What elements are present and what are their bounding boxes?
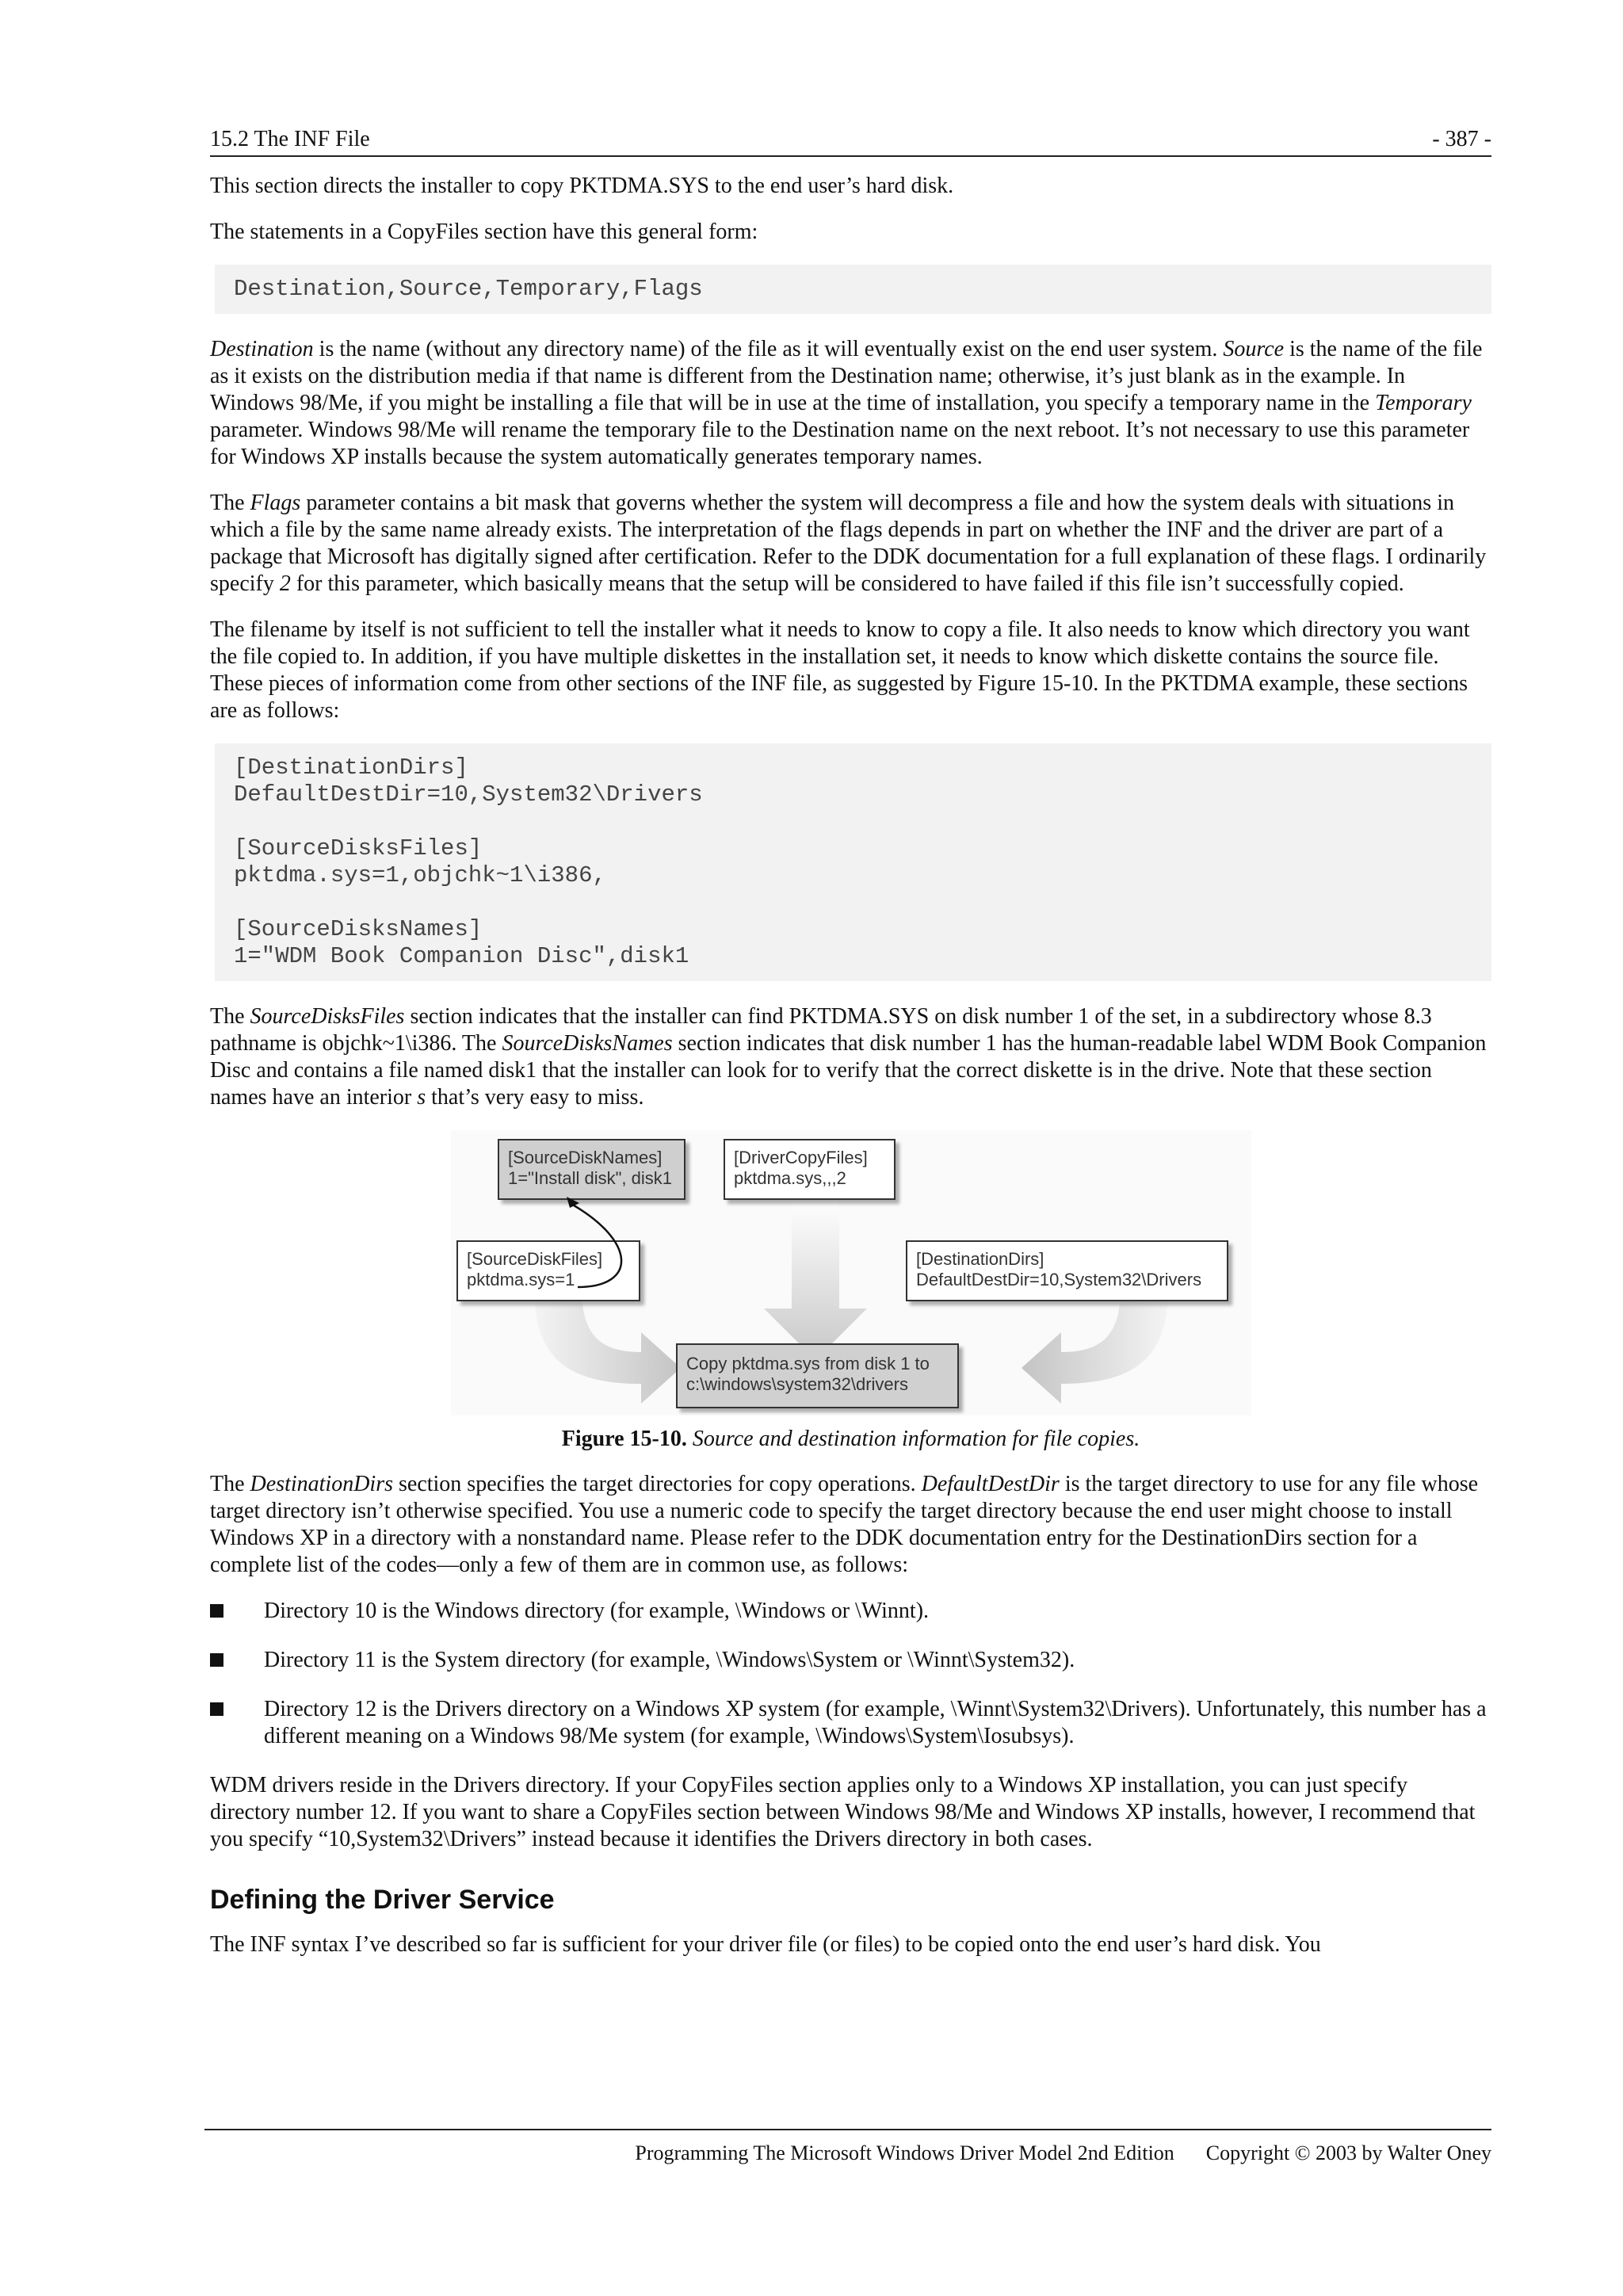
paragraph-sourcedisks xyxy=(210,1003,1491,1111)
running-header xyxy=(210,127,1491,157)
box-text: [SourceDiskFiles] xyxy=(466,1249,602,1269)
code-line: [SourceDisksFiles] xyxy=(234,835,483,861)
list-item xyxy=(210,1647,1491,1674)
footer-book-title: Programming The Microsoft Windows Driver Model 2nd Edition xyxy=(635,2141,1174,2164)
list-item xyxy=(210,1598,1491,1625)
text-run: section specifies the target directories for copy operations. xyxy=(393,1472,922,1496)
figure-caption xyxy=(210,1427,1491,1452)
code-block-inf-sections xyxy=(215,743,1491,981)
section-title: 15.2 The INF File xyxy=(210,127,370,151)
code-line: DefaultDestDir=10,System32\Drivers xyxy=(234,781,703,808)
term-2: 2 xyxy=(279,571,291,596)
text-run: that’s very easy to miss. xyxy=(426,1085,644,1110)
code-line: [SourceDisksNames] xyxy=(234,916,483,942)
list-item-text: Directory 11 is the System directory (for example, \Windows\System or \Winnt\System32). xyxy=(264,1648,1075,1672)
text-run: section indicates that disk number 1 has the human-readable label WDM Book Companion Disc and contains a file named disk1 that the installer can look for to verify that the correct diskette is in the drive. Note that these section names have an interior xyxy=(210,1031,1487,1110)
term-destination: Destination xyxy=(210,337,314,361)
code-line: pktdma.sys=1,objchk~1\i386, xyxy=(234,862,606,888)
text-run: is the name (without any directory name) of the file as it will eventually exist on the end user system. xyxy=(313,337,1224,361)
text-run: The xyxy=(210,1472,250,1496)
term-sourcedisksfiles: SourceDisksFiles xyxy=(250,1004,405,1029)
code-block-general-form xyxy=(215,265,1491,314)
paragraph-flags xyxy=(210,490,1491,598)
caption-text: Source and destination information for file copies. xyxy=(686,1427,1140,1451)
term-source: Source xyxy=(1223,337,1285,361)
directory-list xyxy=(210,1598,1491,1750)
term-s: s xyxy=(417,1085,426,1110)
text-run: for this parameter, which basically means that the setup will be considered to have failed if this file isn’t successfully copied. xyxy=(290,571,1404,596)
box-text: DefaultDestDir=10,System32\Drivers xyxy=(915,1270,1201,1289)
list-item-text: Directory 10 is the Windows directory (for example, \Windows or \Winnt). xyxy=(264,1599,930,1623)
box-text: pktdma.sys,,,2 xyxy=(733,1168,846,1188)
code-line: [DestinationDirs] xyxy=(234,755,468,781)
square-bullet-icon xyxy=(210,1653,223,1667)
text-run: is the target directory to use for any file whose target directory isn’t otherwise specified. You use a numeric code to specify the target directory because the end user might choose to install Windows XP in a directory with a nonstandard name. Please refer to the DDK documentation entry for the DestinationDirs section for a complete list of the codes—only a few of them are in common use, as follows: xyxy=(210,1472,1479,1577)
figure-diagram xyxy=(451,1130,1251,1415)
paragraph-destinationdirs xyxy=(210,1471,1491,1579)
list-item-text: Directory 12 is the Drivers directory on a Windows XP system (for example, \Winnt\System32\Drivers). Unfortunately, this number has a different meaning on a Windows 98/Me system (for example, \Windows\System\Iosubsys). xyxy=(264,1697,1487,1748)
box-text: pktdma.sys=1 xyxy=(466,1270,575,1289)
paragraph: The INF syntax I’ve described so far is sufficient for your driver file (or files) to be copied onto the end user’s hard disk. You xyxy=(210,1932,1321,1957)
body-content xyxy=(210,173,1491,1958)
paragraph: The filename by itself is not sufficient to tell the installer what it needs to know to copy a file. It also needs to know which directory you want the file copied to. In addition, if you have multiple diskettes in the installation set, it needs to know which diskette contains the source file. These pieces of information come from other sections of the INF file, as suggested by Figure 15-10. In the PKTDMA example, these sections are as follows: xyxy=(210,617,1470,723)
text-run: section indicates that the installer can find PKTDMA.SYS on disk number 1 of the set, in a subdirectory whose 8.3 pathname is objchk~1\i386. The xyxy=(210,1004,1432,1056)
square-bullet-icon xyxy=(210,1604,223,1618)
code-line xyxy=(234,889,1472,916)
term-sourcedisksnames: SourceDisksNames xyxy=(502,1031,673,1056)
term-temporary: Temporary xyxy=(1375,391,1472,415)
section-heading: Defining the Driver Service xyxy=(210,1885,555,1915)
code-line: Destination,Source,Temporary,Flags xyxy=(234,276,703,302)
text-run: The xyxy=(210,491,250,515)
text-run: The xyxy=(210,1004,250,1029)
code-line xyxy=(234,808,1472,835)
box-text: c:\windows\system32\drivers xyxy=(685,1374,908,1394)
page xyxy=(210,127,1491,1977)
list-item xyxy=(210,1696,1491,1750)
running-footer xyxy=(204,2129,1491,2165)
paragraph: This section directs the installer to copy PKTDMA.SYS to the end user’s hard disk. xyxy=(210,174,954,198)
square-bullet-icon xyxy=(210,1702,223,1716)
term-destinationdirs: DestinationDirs xyxy=(250,1472,393,1496)
box-text: [DestinationDirs] xyxy=(915,1249,1044,1269)
term-flags: Flags xyxy=(250,491,301,515)
text-run: is the name of the file as it exists on the distribution media if that name is different from the Destination name; otherwise, it’s just blank as in the example. In Windows 98/Me, if you might be installing a file that will be in use at the time of installation, you specify a temporary name in the xyxy=(210,337,1483,415)
text-run: parameter. Windows 98/Me will rename the temporary file to the Destination name on the next reboot. It’s not necessary to use this parameter for Windows XP installs because the system automatically generates temporary names. xyxy=(210,418,1470,469)
code-line: 1="WDM Book Companion Disc",disk1 xyxy=(234,943,689,969)
footer-copyright: Copyright © 2003 by Walter Oney xyxy=(1205,2141,1491,2164)
paragraph: WDM drivers reside in the Drivers directory. If your CopyFiles section applies only to a Windows XP installation, you can just specify directory number 12. If you want to share a CopyFiles section between Windows 98/Me and Windows XP installs, however, I recommend that you specify “10,System32\Drivers” instead because it identifies the Drivers directory in both cases. xyxy=(210,1773,1476,1851)
figure-15-10 xyxy=(451,1130,1251,1415)
paragraph: The statements in a CopyFiles section have this general form: xyxy=(210,220,758,244)
paragraph-destination xyxy=(210,336,1491,471)
page-number: - 387 - xyxy=(1432,127,1491,151)
term-defaultdestdir: DefaultDestDir xyxy=(921,1472,1060,1496)
box-text: Copy pktdma.sys from disk 1 to xyxy=(685,1354,930,1373)
box-text: 1="Install disk", disk1 xyxy=(507,1168,672,1188)
box-text: [SourceDiskNames] xyxy=(507,1148,662,1167)
text-run: parameter contains a bit mask that governs whether the system will decompress a file and how the system deals with situations in which a file by the same name already exists. The interpretation of the flags depends in part on whether the INF and the driver are part of a package that Microsoft has digitally signed after certification. Refer to the DDK documentation for a full explanation of these flags. I ordinarily specify xyxy=(210,491,1487,596)
box-text: [DriverCopyFiles] xyxy=(733,1148,868,1167)
caption-label: Figure 15-10. xyxy=(561,1427,687,1451)
